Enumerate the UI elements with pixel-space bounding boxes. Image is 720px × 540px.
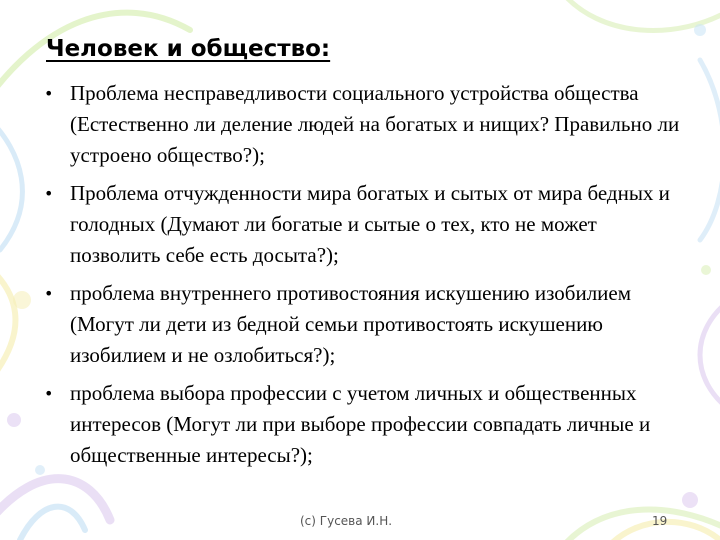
bullet-icon: • bbox=[44, 384, 54, 403]
swirl-left-arc bbox=[0, 120, 22, 250]
list-item-text: проблема внутреннего противостояния искушению изобилием (Могут ли дети из бедной семьи противостоять искушению изобилием и не озлобиться?); bbox=[70, 281, 632, 367]
swirl-right-mid bbox=[700, 300, 720, 410]
swirl-dot bbox=[13, 291, 31, 309]
bullet-icon: • bbox=[44, 284, 54, 303]
swirl-right-arc bbox=[700, 60, 720, 240]
bullet-icon: • bbox=[44, 184, 54, 203]
list-item-text: проблема выбора профессии с учетом личных и общественных интересов (Могут ли при выборе профессии совпадать личные и общественные интересы?); bbox=[70, 381, 651, 467]
list-item bbox=[44, 378, 684, 471]
swirl-dot bbox=[701, 265, 711, 275]
swirl-bottom-left bbox=[0, 479, 110, 520]
swirl-bottom-left-2 bbox=[20, 507, 85, 540]
list-item bbox=[44, 278, 684, 371]
list-item bbox=[44, 178, 684, 271]
swirl-dot bbox=[7, 413, 21, 427]
slide-title: Человек и общество: bbox=[46, 36, 331, 62]
swirl-left-lower bbox=[0, 260, 15, 380]
list-item-text: Проблема отчужденности мира богатых и сытых от мира бедных и голодных (Думают ли богатые и сытые о тех, кто не может позволить себе есть досыта?); bbox=[70, 181, 670, 267]
list-item bbox=[44, 78, 684, 171]
bullet-list bbox=[44, 78, 684, 478]
footer-author: (с) Гусева И.Н. bbox=[300, 514, 393, 528]
swirl-dot bbox=[694, 24, 706, 36]
list-item-text: Проблема несправедливости социального устройства общества (Естественно ли деление людей на богатых и нищих? Правильно ли устроено общество?); bbox=[70, 81, 680, 167]
bullet-icon: • bbox=[44, 84, 54, 103]
swirl-dot bbox=[682, 492, 698, 508]
page-number: 19 bbox=[652, 514, 668, 528]
